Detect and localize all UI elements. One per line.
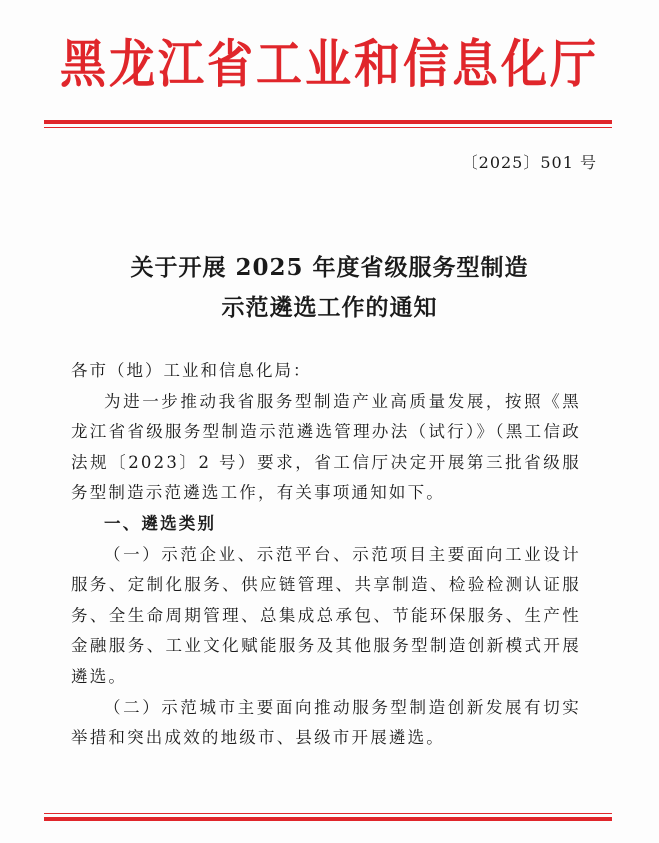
intro-paragraph: 为进一步推动我省服务型制造产业高质量发展，按照《黑龙江省省级服务型制造示范遴选管理办法（试行）》（黑工信政法规〔2023〕2 号）要求，省工信厅决定开展第三批省级服务型制造示范遴选工作，有关事项通知如下。 xyxy=(71,391,581,503)
document-title xyxy=(0,248,659,328)
red-rule-thin xyxy=(44,127,612,128)
red-footer-rule xyxy=(44,813,612,821)
item-paragraph-1: （一）示范企业、示范平台、示范项目主要面向工业设计服务、定制化服务、供应链管理、共享制造、检验检测认证服务、全生命周期管理、总集成总承包、节能环保服务、生产性金融服务、工业文化赋能服务及其他服务型制造创新模式开展遴选。 xyxy=(71,544,581,686)
item-paragraph-2: （二）示范城市主要面向推动服务型制造创新发展有切实举措和突出成效的地级市、县级市开展遴选。 xyxy=(71,697,581,748)
document-number: 〔2025〕501 号 xyxy=(461,153,597,172)
agency-masthead: 黑龙江省工业和信息化厅 xyxy=(60,34,599,95)
red-rule-thick xyxy=(44,120,612,124)
title-line-1: 关于开展 2025 年度省级服务型制造 xyxy=(130,254,529,281)
salutation: 各市（地）工业和信息化局： xyxy=(71,361,312,380)
red-header-rule xyxy=(44,120,612,128)
section-heading-1: 一、遴选类别 xyxy=(104,513,217,533)
document-body xyxy=(71,356,581,754)
red-rule-thin xyxy=(44,813,612,814)
title-line-2: 示范遴选工作的通知 xyxy=(221,294,438,321)
red-rule-thick xyxy=(44,817,612,821)
